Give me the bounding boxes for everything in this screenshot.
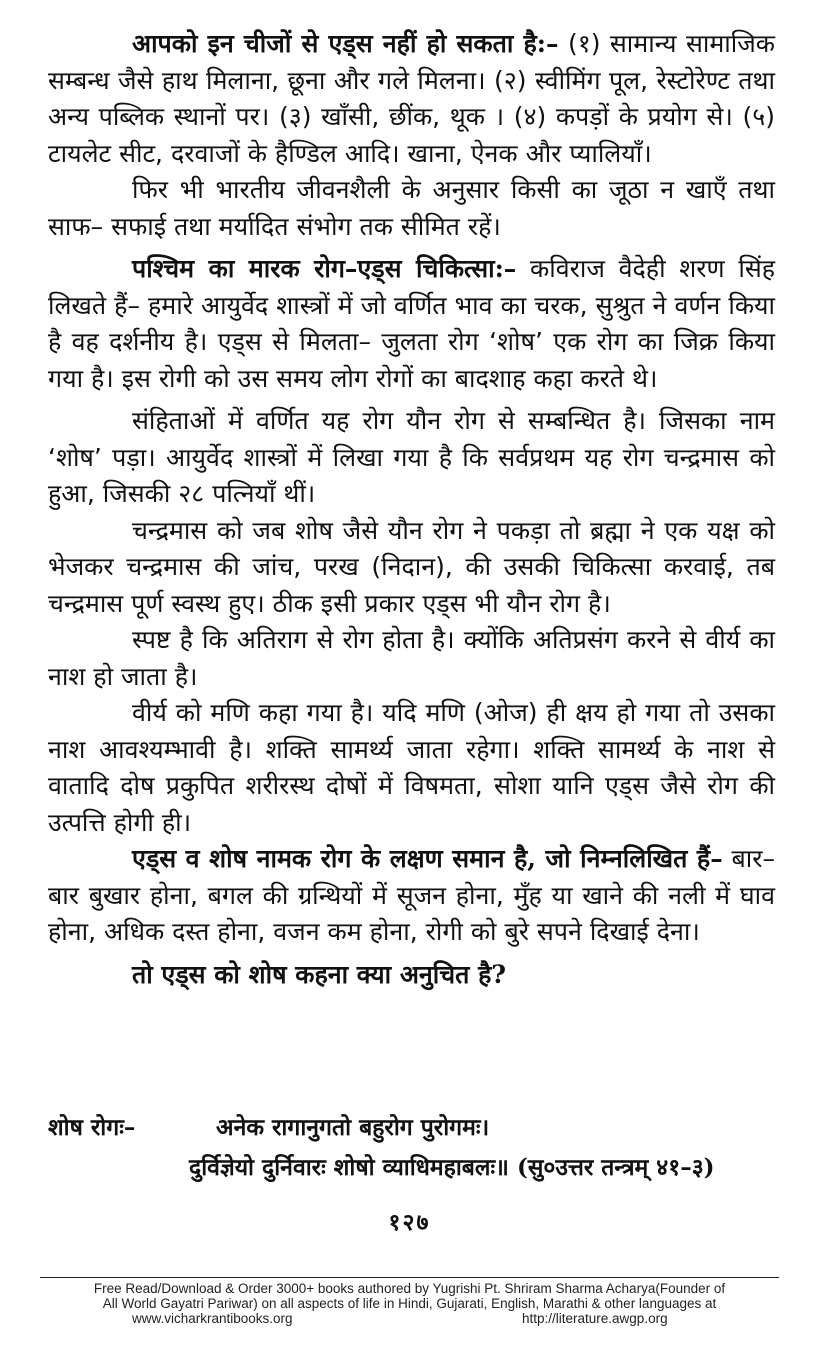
verse-line-2: दुर्विज्ञेयो दुर्निवारः शोषो व्याधिमहाबलः॥ (सु०उत्तर तन्त्रम् ४१–३) [189,1154,715,1181]
paragraph-aids-not-spread [48,26,775,172]
paragraph-lead-heading: आपको इन चीजों से एड्स नहीं हो सकता है:– [132,29,559,58]
verse-line-1: अनेक रागानुगतो बहुरोग पुरोगमः। [216,1114,490,1141]
closing-question: तो एड्स को शोष कहना क्या अनुचित है? [132,959,507,989]
footer-line-1: Free Read/Download & Order 3000+ books authored by Yugrishi Pt. Shriram Sharma Acharya(Founder of [93,1281,726,1296]
footer-divider [40,1277,779,1278]
footer-line-2: All World Gayatri Pariwar) on all aspects of life in Hindi, Gujarati, English, Marathi & other languages at [102,1296,717,1311]
paragraph-western-disease [48,251,775,397]
footer-link-vicharkranti[interactable]: www.vicharkrantibooks.org [132,1311,293,1326]
paragraph-text: कविराज वैदेही शरण सिंह लिखते हैं– हमारे आयुर्वेद शास्त्रों में जो वर्णित भाव का चरक, सुश्रुत ने वर्णन किया है वह दर्शनीय है। एड्स से मिलता– जुलता रोग ‘शोष’ एक रोग का जिक्र किया गया है। इस रोगी को उस समय लोग रोगों का बादशाह कहा करते थे। [48,254,775,393]
verse-label: शोष रोगः– [48,1114,136,1141]
paragraph-indian-lifestyle: फिर भी भारतीय जीवनशैली के अनुसार किसी का जूठा न खाएँ तथा साफ– सफाई तथा मर्यादित संभोग तक सीमित रहें। [48,175,775,241]
page-number: १२७ [388,1209,431,1236]
paragraph-text: (१) सामान्य सामाजिक सम्बन्ध जैसे हाथ मिलाना, छूना और गले मिलना। (२) स्वीमिंग पूल, रेस्टोरेण्ट तथा अन्य पब्लिक स्थानों पर। (३) खाँसी, छींक, थूक । (४) कपड़ों के प्रयोग से। (५) टायलेट सीट, दरवाजों के हैण्डिल आदि। खाना, ऐनक और प्यालियाँ। [48,29,775,168]
paragraph-atirag: स्पष्ट है कि अतिराग से रोग होता है। क्योंकि अतिप्रसंग करने से वीर्य का नाश हो जाता है। [48,625,775,691]
footer-link-awgp[interactable]: http://literature.awgp.org [522,1311,668,1326]
paragraph-samhita: संहिताओं में वर्णित यह रोग यौन रोग से सम्बन्धित है। जिसका नाम ‘शोष’ पड़ा। आयुर्वेद शास्त्रों में लिखा गया है कि सर्वप्रथम यह रोग चन्द्रमास को हुआ, जिसकी २८ पत्नियाँ थीं। [48,406,775,508]
paragraph-veerya: वीर्य को मणि कहा गया है। यदि मणि (ओज) ही क्षय हो गया तो उसका नाश आवश्यम्भावी है। शक्ति सामर्थ्य जाता रहेगा। शक्ति सामर्थ्य के नाश से वातादि दोष प्रकुपित शरीरस्थ दोषों में विषमता, सोशा यानि एड्स जैसे रोग की उत्पत्ति होगी ही। [48,698,775,837]
paragraph-lead-heading: एड्स व शोष नामक रोग के लक्षण समान है, जो निम्नलिखित हैं– [132,844,723,873]
footer [40,1281,779,1326]
paragraph-chandramas: चन्द्रमास को जब शोष जैसे यौन रोग ने पकड़ा तो ब्रह्मा ने एक यक्ष को भेजकर चन्द्रमास की जांच, परख (निदान), की उसकी चिकित्सा करवाई, तब चन्द्रमास पूर्ण स्वस्थ हुए। ठीक इसी प्रकार एड्स भी यौन रोग है। [48,515,775,618]
page-body [48,26,775,993]
paragraph-lead-heading: पश्चिम का मारक रोग–एड्स चिकित्सा:– [132,254,517,283]
paragraph-text: बार– बार बुखार होना, बगल की ग्रन्थियों में सूजन होना, मुँह या खाने की नली में घाव होना, अधिक दस्त होना, वजन कम होना, रोगी को बुरे सपने दिखाई देना। [48,844,775,946]
paragraph-symptoms [48,841,775,951]
